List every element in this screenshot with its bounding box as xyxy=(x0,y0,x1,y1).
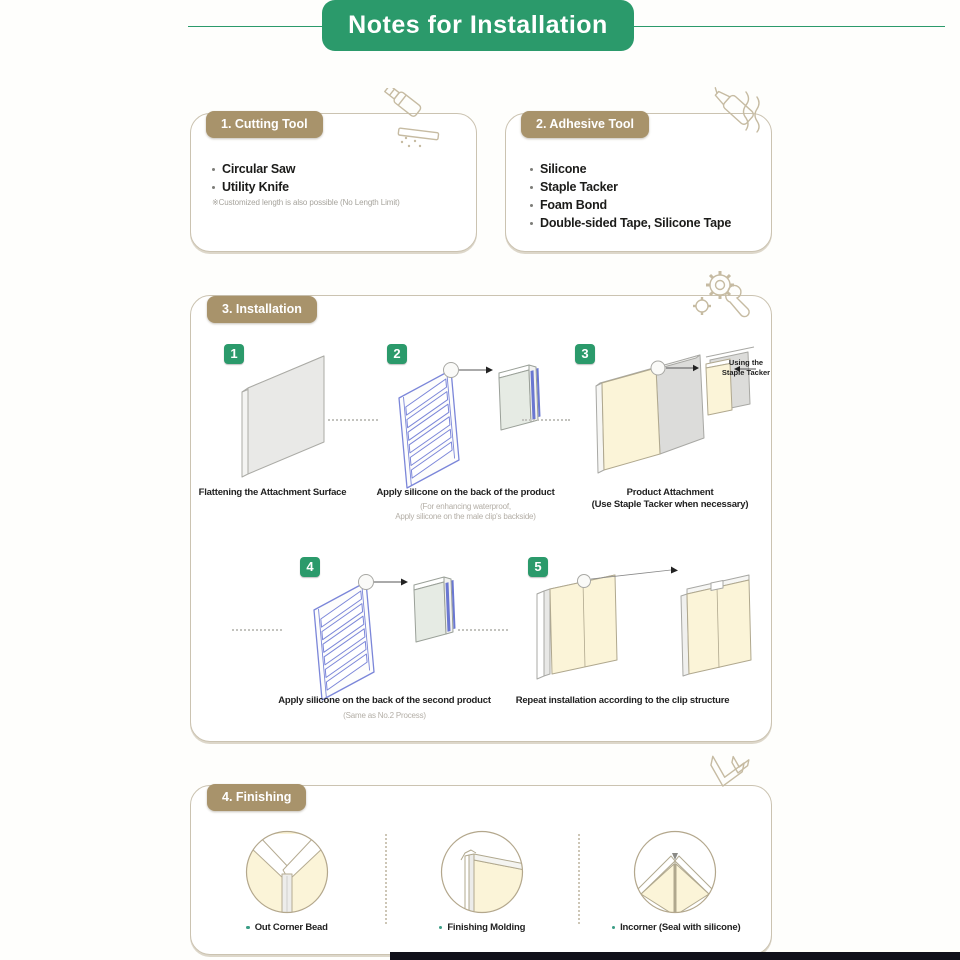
dotted-separator xyxy=(385,834,387,924)
step-badge: 2 xyxy=(387,344,407,364)
dotted-separator xyxy=(232,629,282,631)
adhesive-tool-item-label: Double-sided Tape, Silicone Tape xyxy=(540,216,732,230)
caption-line: Product Attachment xyxy=(626,487,714,498)
silicone-gun-icon xyxy=(696,84,768,154)
step-badge: 5 xyxy=(528,557,548,577)
dotted-separator xyxy=(578,834,580,924)
step1-flat-surface-illustration xyxy=(228,346,338,478)
step1-caption: Flattening the Attachment Surface xyxy=(198,487,347,498)
bullet-icon xyxy=(530,204,533,207)
cutting-tool-item-label: Circular Saw xyxy=(222,162,296,176)
step-badge: 4 xyxy=(300,557,320,577)
subcaption-line: (Same as No.2 Process) xyxy=(343,711,426,720)
step2-caption xyxy=(368,487,563,522)
out-corner-bead-illustration xyxy=(245,830,329,914)
bullet-icon xyxy=(530,168,533,171)
step4-silicone-second-illustration xyxy=(298,564,463,704)
adhesive-tool-item xyxy=(530,214,731,232)
step4-caption xyxy=(272,695,497,721)
step3-annotation xyxy=(718,358,774,377)
annotation-line: Staple Tacker xyxy=(721,367,771,377)
corner-bead-icon xyxy=(700,754,756,808)
finishing-item-label: Incorner (Seal with silicone) xyxy=(620,922,741,933)
finishing-item xyxy=(586,922,766,933)
bullet-icon xyxy=(612,926,616,930)
adhesive-tool-item-label: Foam Bond xyxy=(540,198,607,212)
dotted-separator xyxy=(458,629,508,631)
utility-knife-icon xyxy=(372,88,450,152)
cutting-tool-item xyxy=(212,178,289,196)
finishing-item xyxy=(412,922,552,933)
adhesive-tool-item-label: Silicone xyxy=(540,162,587,176)
cutting-tool-item-label: Utility Knife xyxy=(222,180,289,194)
step-badge: 1 xyxy=(224,344,244,364)
adhesive-tool-label: 2. Adhesive Tool xyxy=(521,111,649,138)
bullet-icon xyxy=(530,186,533,189)
step5-caption: Repeat installation according to the clip structure xyxy=(515,695,730,706)
bullet-icon xyxy=(212,186,215,189)
step2-silicone-back-illustration xyxy=(383,352,548,492)
page-title: Notes for Installation xyxy=(348,11,608,39)
bullet-icon xyxy=(530,222,533,225)
subcaption-line: Apply silicone on the male clip's backside) xyxy=(395,512,536,521)
finishing-item-label: Finishing Molding xyxy=(447,922,526,933)
bullet-icon xyxy=(212,168,215,171)
finishing-item-label: Out Corner Bead xyxy=(254,922,328,933)
adhesive-tool-item xyxy=(530,196,607,214)
cutting-tool-item xyxy=(212,160,295,178)
installation-label: 3. Installation xyxy=(207,296,317,323)
adhesive-tool-item-label: Staple Tacker xyxy=(540,180,618,194)
cutting-tool-label: 1. Cutting Tool xyxy=(206,111,323,138)
caption-line: (Use Staple Tacker when necessary) xyxy=(591,499,749,510)
step-badge: 3 xyxy=(575,344,595,364)
page-title-banner xyxy=(322,0,634,51)
subcaption-line: (For enhancing waterproof, xyxy=(420,502,511,511)
finishing-molding-illustration xyxy=(440,830,524,914)
finishing-label: 4. Finishing xyxy=(207,784,306,811)
dotted-separator xyxy=(522,419,570,421)
finishing-item xyxy=(217,922,357,933)
step3-caption xyxy=(570,487,770,511)
annotation-line: Using the xyxy=(728,358,764,367)
bottom-border-bar xyxy=(390,952,960,960)
caption-line: Apply silicone on the back of the product xyxy=(376,487,555,498)
step5-repeat-installation-illustration xyxy=(525,562,760,692)
gear-wrench-icon xyxy=(690,264,756,324)
adhesive-tool-item xyxy=(530,160,586,178)
incorner-illustration xyxy=(633,830,717,914)
dotted-separator xyxy=(328,419,378,421)
bullet-icon xyxy=(439,926,443,930)
bullet-icon xyxy=(246,926,250,930)
caption-line: Apply silicone on the back of the second product xyxy=(278,695,491,706)
cutting-tool-note: ※Customized length is also possible (No Length Limit) xyxy=(212,198,400,207)
adhesive-tool-item xyxy=(530,178,618,196)
